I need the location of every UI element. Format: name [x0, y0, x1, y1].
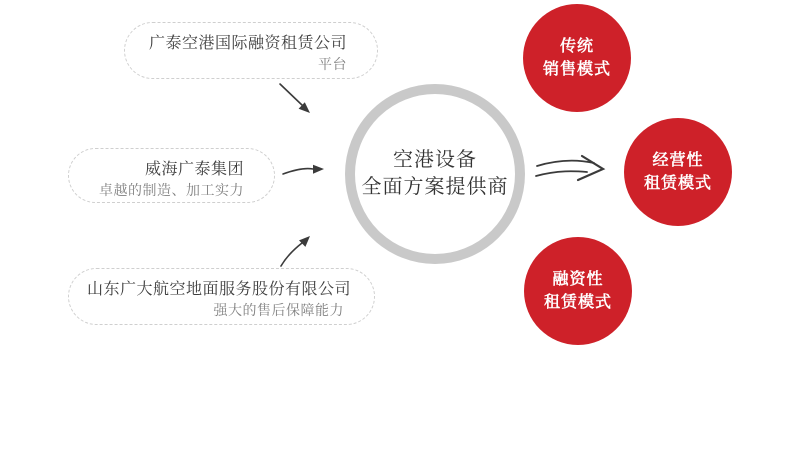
arrow-icon-service-to-center — [281, 236, 310, 266]
company-subtitle: 强大的售后保障能力 — [213, 302, 344, 318]
mode-line1: 传统 — [559, 38, 594, 55]
mode-circle-financial-lease — [524, 237, 632, 345]
company-subtitle: 平台 — [318, 56, 347, 72]
company-title: 威海广泰集团 — [144, 161, 244, 178]
company-box-shandong-guangda — [68, 268, 375, 325]
center-circle-line1: 空港设备 — [393, 149, 477, 171]
double-arrow-icon-center-to-modes — [536, 156, 603, 180]
center-circle-solution-provider — [345, 84, 525, 264]
mode-line2: 销售模式 — [542, 61, 611, 78]
arrow-icon-group-to-center — [283, 165, 324, 174]
mode-line1: 融资性 — [552, 271, 604, 288]
mode-line1: 经营性 — [652, 152, 704, 169]
arrow-icon-platform-to-center — [280, 84, 310, 113]
mode-circle-traditional-sales — [523, 4, 631, 112]
company-title: 山东广大航空地面服务股份有限公司 — [87, 281, 352, 298]
company-subtitle: 卓越的制造、加工实力 — [99, 182, 244, 198]
mode-circle-operating-lease — [624, 118, 732, 226]
center-circle-line2: 全面方案提供商 — [361, 176, 509, 198]
company-box-guangtai-leasing — [124, 22, 378, 79]
mode-line2: 租赁模式 — [643, 175, 712, 192]
company-title: 广泰空港国际融资租赁公司 — [148, 35, 347, 52]
mode-line2: 租赁模式 — [543, 294, 612, 311]
company-box-weihai-guangtai — [68, 148, 275, 203]
